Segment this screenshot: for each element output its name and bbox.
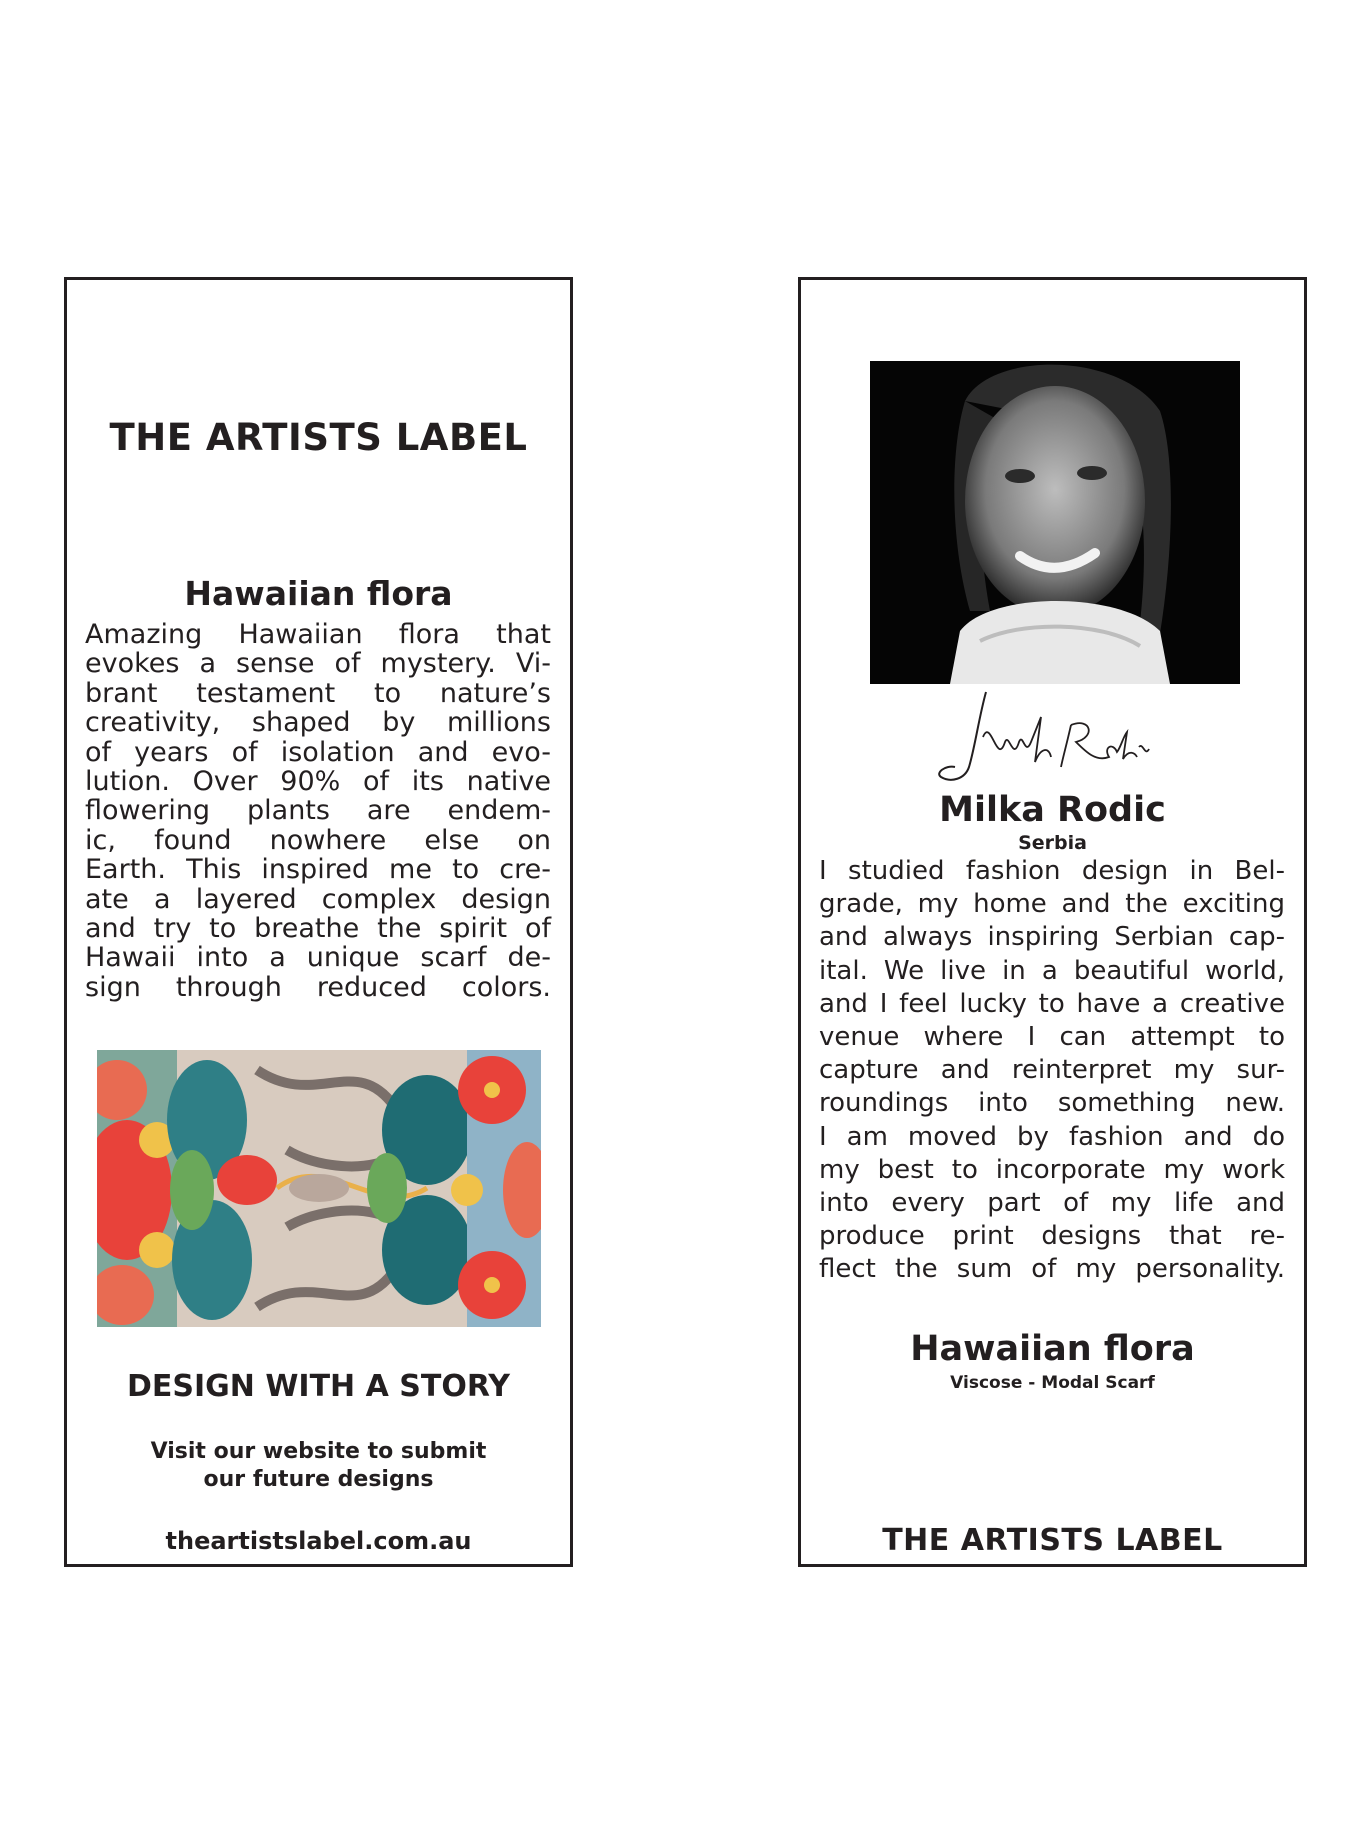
story-line: sign through reduced colors. <box>85 971 551 1003</box>
brand-title: THE ARTISTS LABEL <box>882 1523 1223 1558</box>
story-line: flowering plants are endem- <box>85 795 551 827</box>
bio-line: I studied fashion design in Bel- <box>819 856 1285 886</box>
story-line: lution. Over 90% of its native <box>85 766 551 798</box>
story-line: and try to breathe the spirit of <box>85 913 551 945</box>
bio-line: into every part of my life and <box>819 1188 1285 1219</box>
story-line: ic, found nowhere else on <box>85 824 551 856</box>
bio-line: grade, my home and the exciting <box>819 889 1285 920</box>
tagline: DESIGN WITH A STORY <box>126 1369 511 1404</box>
visit-line: Visit our website to submit <box>150 1439 487 1464</box>
design-title: Hawaiian flora <box>184 574 453 613</box>
story-line: creativity, shaped by millions <box>85 707 551 739</box>
story-line: Amazing Hawaiian flora that <box>85 619 551 650</box>
story-line: Hawaii into a unique scarf de- <box>85 942 551 974</box>
scarf-print-image <box>97 1050 541 1327</box>
bio-line: ital. We live in a beautiful world, <box>819 955 1285 986</box>
design-title: Hawaiian flora <box>910 1329 1195 1369</box>
right-hang-tag <box>798 277 1307 1567</box>
left-hang-tag <box>64 277 573 1567</box>
website-url: theartistslabel.com.au <box>165 1527 472 1555</box>
brand-title: THE ARTISTS LABEL <box>109 416 528 459</box>
story-line: evokes a sense of mystery. Vi- <box>85 648 551 680</box>
artist-portrait-photo <box>870 361 1240 684</box>
bio-line: my best to incorporate my work <box>819 1154 1285 1185</box>
bio-line: capture and reinterpret my sur- <box>819 1055 1285 1086</box>
bio-line: and I feel lucky to have a creative <box>819 988 1285 1019</box>
bio-line: I am moved by fashion and do <box>819 1121 1285 1152</box>
bio-line: roundings into something new. <box>819 1088 1285 1119</box>
bio-line: and always inspiring Serbian cap- <box>819 922 1285 953</box>
story-line: Earth. This inspired me to cre- <box>85 854 551 886</box>
bio-line: venue where I can attempt to <box>819 1022 1285 1053</box>
bio-line: produce print designs that re- <box>819 1221 1285 1252</box>
visit-line: our future designs <box>203 1467 434 1492</box>
visit-website-note <box>67 1438 570 1494</box>
artist-country: Serbia <box>1018 832 1087 854</box>
artist-name: Milka Rodic <box>939 790 1166 830</box>
story-line: of years of isolation and evo- <box>85 736 551 768</box>
story-line: brant testament to nature’s <box>85 677 551 709</box>
design-story <box>85 620 551 1002</box>
bio-line: flect the sum of my personality. <box>819 1254 1285 1285</box>
artist-bio <box>819 855 1285 1287</box>
artist-signature <box>931 687 1171 795</box>
material-label: Viscose - Modal Scarf <box>950 1373 1155 1393</box>
story-line: ate a layered complex design <box>85 883 551 915</box>
